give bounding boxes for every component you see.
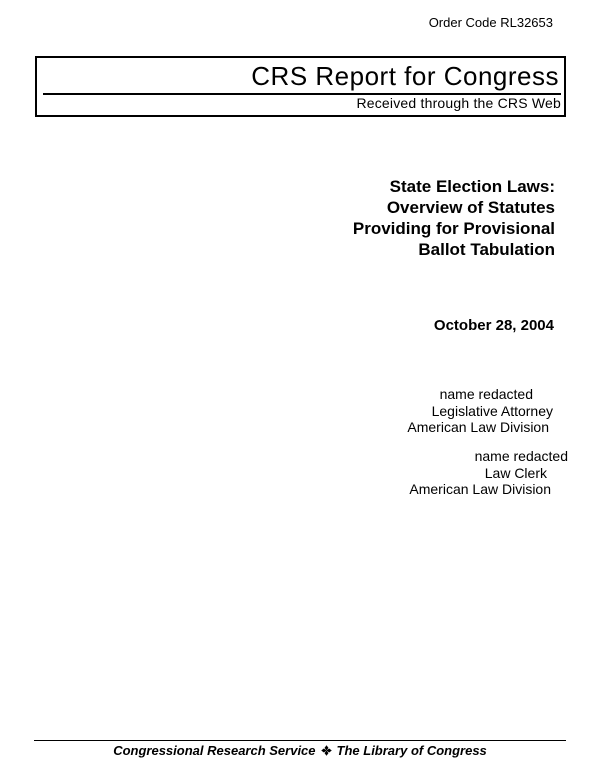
footer-divider <box>34 740 566 741</box>
author-role: Law Clerk <box>484 464 547 481</box>
order-code: Order Code RL32653 <box>428 15 553 30</box>
footer-library-name: The Library of Congress <box>336 743 487 758</box>
author-role: Legislative Attorney <box>431 402 553 419</box>
report-date: October 28, 2004 <box>433 317 554 334</box>
author-division: American Law Division <box>409 481 551 497</box>
report-title-line: Providing for Provisional <box>352 219 555 238</box>
banner-subtitle: Received through the CRS Web <box>356 95 561 111</box>
footer-service-name: Congressional Research Service <box>113 743 316 758</box>
author-division: American Law Division <box>407 419 549 435</box>
report-title-line: Ballot Tabulation <box>418 240 555 259</box>
diamond-icon <box>321 745 332 756</box>
author-block-1 <box>407 386 553 436</box>
footer <box>0 743 600 758</box>
banner-title: CRS Report for Congress <box>251 61 559 91</box>
report-title-line: Overview of Statutes <box>386 198 555 217</box>
author-name: name redacted <box>474 448 568 464</box>
report-banner-box <box>35 56 566 117</box>
author-block-2 <box>409 448 568 498</box>
author-name: name redacted <box>439 386 533 402</box>
report-title-line: State Election Laws: <box>389 177 555 196</box>
report-title <box>353 176 555 260</box>
